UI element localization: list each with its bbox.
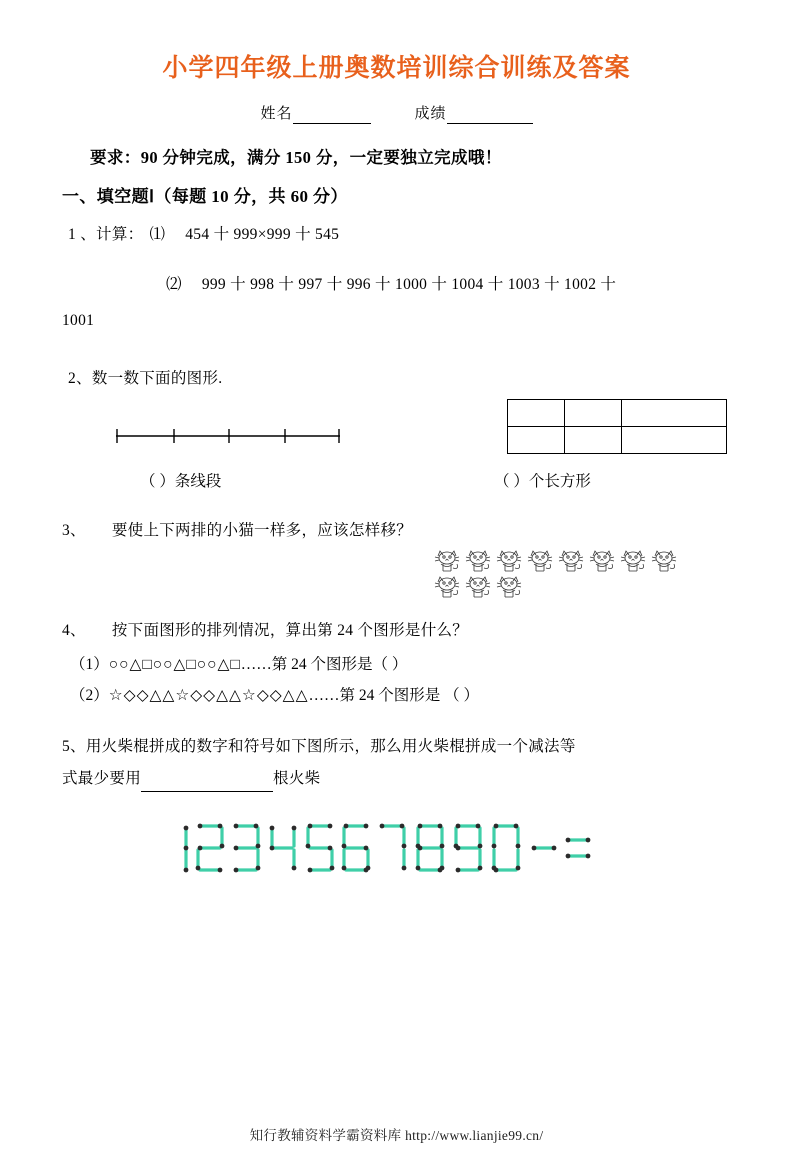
cat-row-top [432, 549, 731, 575]
q5-answer-blank[interactable] [141, 767, 273, 792]
name-label: 姓名 [260, 106, 293, 122]
question-5-line1: 5、用火柴棍拼成的数字和符号如下图所示，那么用火柴棍拼成一个减法等 [62, 738, 576, 756]
q1-item2-expression: 999 十 998 十 997 十 996 十 1000 十 1004 十 1003 十 1002 十 [201, 276, 617, 294]
score-label: 成绩 [414, 106, 447, 122]
question-3 [62, 519, 731, 543]
page-title: 小学四年级上册奥数培训综合训练及答案 [162, 54, 631, 82]
line-segment-figure [114, 427, 342, 445]
grid-cell [622, 400, 727, 427]
question-1-part2 [62, 273, 731, 297]
cat-figure-group [62, 549, 731, 601]
footer-watermark: 知行教辅资料学霸资料库 http://www.lianjie99.cn/ [249, 1128, 544, 1143]
cat-icon [525, 549, 556, 573]
cat-icon [494, 575, 525, 599]
question-2: 2、数一数下面的图形. [68, 370, 223, 388]
q1-item1-expression: 454 十 999×999 十 545 [185, 226, 340, 243]
cat-row-bottom [432, 575, 731, 601]
cat-icon [494, 549, 525, 573]
section-heading-1: 一、填空题Ⅰ（每题 10 分，共 60 分） [62, 187, 348, 206]
cat-icon [432, 549, 463, 573]
q4-number: 4、 [62, 622, 86, 640]
q1-item2-continued: 1001 [62, 312, 95, 330]
q5-line2-prefix: 式最少要用 [62, 770, 142, 788]
question-4 [62, 619, 731, 643]
cat-icon [463, 575, 494, 599]
q4-sub1-tail: ……第 24 个图形是（ ） [240, 656, 408, 674]
requirement-text: 要求：90 分钟完成，满分 150 分，一定要独立完成哦！ [90, 148, 502, 167]
worksheet-page [0, 48, 793, 1170]
cat-icon [432, 575, 463, 599]
q1-item2-number: ⑵ [166, 276, 182, 294]
cat-icon [463, 549, 494, 573]
matchstick-digits-figure [62, 818, 731, 885]
name-blank[interactable] [293, 106, 371, 124]
q4-sub2-pattern: ☆◇◇△△☆◇◇△△☆◇◇△△ [108, 687, 309, 705]
grid-cell [508, 427, 565, 454]
q1-item1-number: ⑴ [149, 226, 166, 243]
cat-icon [649, 549, 680, 573]
score-blank[interactable] [447, 106, 533, 124]
question-4-part2 [62, 683, 731, 705]
q5-line2-suffix: 根火柴 [273, 770, 321, 788]
q4-sub2-tail: ……第 24 个图形是 （ ） [308, 687, 480, 705]
q2-caption-left: （ ）条线段 [140, 473, 222, 491]
cat-icon [556, 549, 587, 573]
grid-cell [565, 427, 622, 454]
student-info-row [62, 102, 731, 124]
question-5-line2 [62, 767, 731, 792]
q1-lead: 1 、计算： [68, 226, 144, 243]
q4-text: 按下面图形的排列情况，算出第 24 个图形是什么？ [111, 622, 469, 640]
question-2-figures [62, 397, 731, 507]
grid-cell [565, 400, 622, 427]
grid-cell [622, 427, 727, 454]
q3-text: 要使上下两排的小猫一样多，应该怎样移？ [111, 522, 413, 540]
cat-icon [587, 549, 618, 573]
q4-sub1-pattern: ○○△□○○△□○○△□ [108, 656, 241, 674]
grid-cell [508, 400, 565, 427]
question-1 [62, 223, 731, 247]
q4-sub1-number: （1） [70, 656, 109, 674]
question-4-part1 [62, 652, 731, 674]
q4-sub2-number: （2） [70, 687, 109, 705]
rectangle-grid-figure [507, 399, 727, 454]
q3-number: 3、 [62, 522, 86, 540]
cat-icon [618, 549, 649, 573]
q2-caption-right: （ ）个长方形 [494, 473, 591, 491]
